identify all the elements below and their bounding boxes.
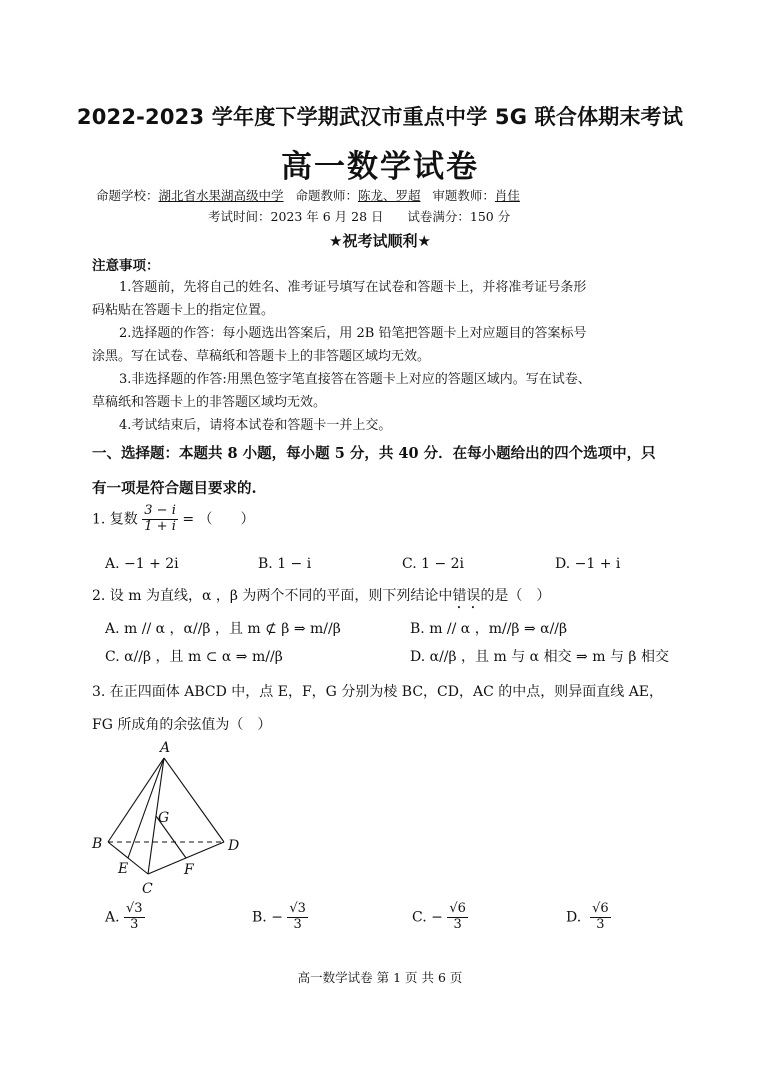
option-c-fraction [447,902,468,933]
option-c-letter: C. [412,909,427,926]
point-label-g: G [158,810,170,826]
option-a-fraction [124,902,145,933]
question-1-option-b: B. 1 − i [258,556,312,572]
setter-names: 陈龙、罗超 [357,188,421,203]
option-b-sign: − [271,909,283,926]
question-2-stem-pre: 2. 设 m 为直线，α ，β 为两个不同的平面，则下列结论中 [92,588,453,604]
edge-ab [108,758,164,842]
question-2-option-b: B. m // α ，m//β ⇒ α//β [410,621,568,637]
notice-item-3-line-1: 3.非选择题的作答:用黑色签字笔直接答在答题卡上对应的答题区域内。写在试卷、 [119,372,591,387]
exam-info [208,207,510,225]
question-2-stem-emphasis: 错误 [452,588,481,604]
option-d-letter: D. [566,909,582,926]
school-label: 命题学校： [96,188,159,203]
section-1-heading-line-1: 一、选择题：本题共 8 小题，每小题 5 分，共 40 分．在每小题给出的四个选项中，只 [92,445,656,462]
notice-item-2-line-2: 涂黑。写在试卷、草稿纸和答题卡上的非答题区域均无效。 [92,349,431,364]
vertex-label-b: B [92,836,103,852]
notice-item-4-line-1: 4.考试结束后，请将本试卷和答题卡一并上交。 [119,418,392,433]
question-3-option-d [566,902,611,933]
option-c-denominator: 3 [453,916,462,932]
exam-title: 2022-2023 学年度下学期武汉市重点中学 5G 联合体期末考试 [76,105,684,129]
page-footer: 高一数学试卷 第 1 页 共 6 页 [297,970,463,985]
exam-time: 考试时间：2023 年 6 月 28 日 [208,209,384,224]
section-1-heading-line-2: 有一项是符合题目要求的. [92,480,257,497]
question-2-stem-post: 的是（ ） [480,588,551,604]
question-3-option-b [252,902,308,933]
vertex-label-c: C [142,881,153,897]
notice-item-1-line-2: 码粘贴在答题卡上的指定位置。 [92,303,275,318]
point-label-f: F [184,862,194,878]
question-1-option-d: D. −1 + i [555,556,621,572]
setter-label: 命题教师： [295,188,358,203]
question-3-option-c [412,902,468,933]
option-c-sign: − [431,909,443,926]
notice-item-2-line-1: 2.选择题的作答：每小题选出答案后，用 2B 铅笔把答题卡上对应题目的答案标号 [119,326,587,341]
question-2-stem [92,585,550,612]
option-a-letter: A. [105,909,120,926]
option-b-denominator: 3 [293,916,302,932]
notice-item-3-line-2: 草稿纸和答题卡上的非答题区域均无效。 [92,395,327,410]
reviewer-label: 审题教师： [432,188,495,203]
edge-ad [164,758,224,842]
question-1-prefix: 1. 复数 [92,511,138,528]
question-3-option-a [105,902,145,933]
option-a-denominator: 3 [130,916,139,932]
question-1-stem [92,504,255,535]
notice-heading: 注意事项： [92,258,160,274]
vertex-label-d: D [228,838,240,854]
question-1-option-c: C. 1 − 2i [402,556,465,572]
question-1-tail: = （ ） [182,511,255,528]
option-a-numerator: √3 [126,901,143,916]
option-c-numerator: √6 [449,901,466,916]
tetrahedron-figure [88,738,248,898]
question-2-option-c: C. α//β ，且 m ⊂ α ⇒ m//β [105,649,283,665]
header-credits [96,186,520,204]
full-score: 试卷满分：150 分 [407,209,511,224]
point-label-e: E [118,861,129,877]
option-d-numerator: √6 [592,901,609,916]
question-1-option-a: A. −1 + 2i [105,556,179,572]
question-1-fraction [142,504,178,535]
reviewer-name: 肖佳 [494,188,520,203]
question-1-numerator: 3 − i [144,503,176,518]
question-2-option-d: D. α//β ，且 m 与 α 相交 ⇒ m 与 β 相交 [410,649,669,665]
segment-ae [128,758,164,858]
option-b-fraction [287,902,308,933]
option-b-letter: B. [252,909,267,926]
question-3-stem-line-2: FG 所成角的余弦值为（ ） [92,717,272,733]
question-2-option-a: A. m // α ，α//β ，且 m ⊄ β ⇒ m//β [105,621,341,637]
vertex-label-a: A [160,740,171,756]
notice-item-1-line-1: 1.答题前，先将自己的姓名、准考证号填写在试卷和答题卡上，并将准考证号条形 [119,280,587,295]
school-name: 湖北省水果湖高级中学 [158,188,284,203]
good-luck-banner: ★祝考试顺利★ [329,232,431,250]
option-b-numerator: √3 [289,901,306,916]
option-d-fraction [590,902,611,933]
paper-title: 高一数学试卷 [281,149,479,185]
question-1-denominator: 1 + i [144,518,176,534]
question-3-stem-line-1: 3. 在正四面体 ABCD 中，点 E，F，G 分别为棱 BC，CD，AC 的中点，则异面直线 AE， [92,684,664,700]
option-d-denominator: 3 [596,916,605,932]
